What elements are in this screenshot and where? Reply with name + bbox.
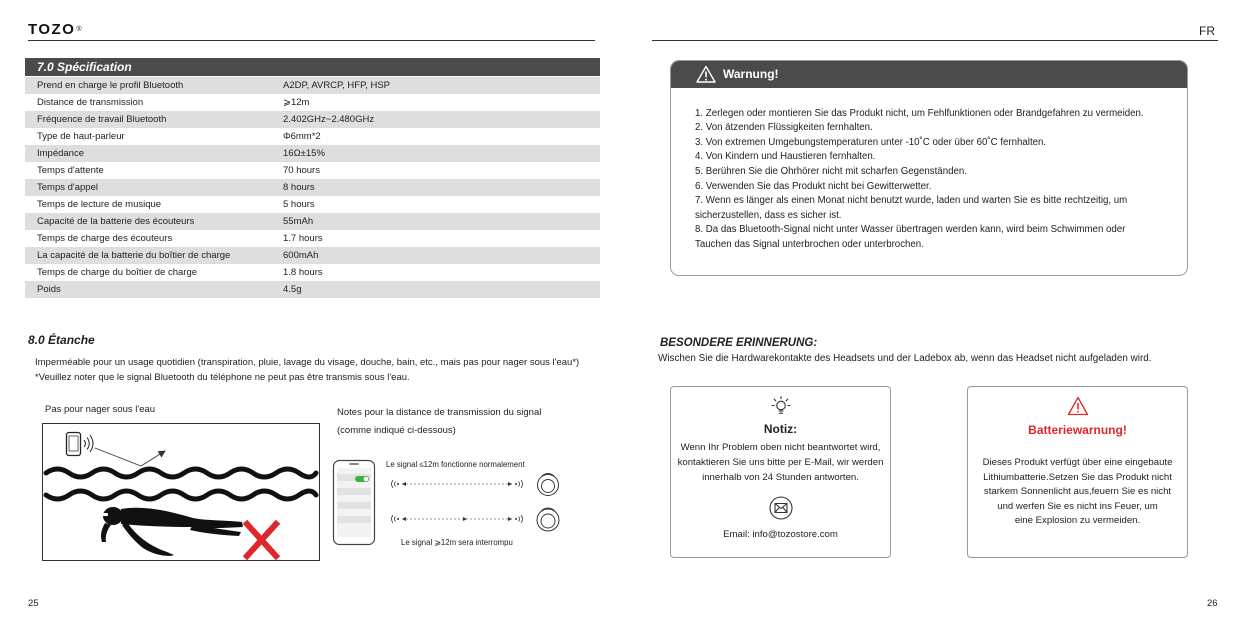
spec-table bbox=[25, 77, 600, 298]
spec-value: Φ6mm*2 bbox=[283, 131, 321, 142]
spec-row bbox=[25, 264, 600, 281]
spec-label: Temps de charge des écouteurs bbox=[37, 233, 173, 244]
spec-section-title-text: 7.0 Spécification bbox=[37, 60, 132, 74]
spec-value: 600mAh bbox=[283, 250, 319, 261]
battery-warning-line: starkem Sonnenlicht aus,feuern Sie es nicht bbox=[983, 486, 1172, 497]
signal-figure-caption-line-1: Notes pour la distance de transmission du signal bbox=[337, 407, 542, 418]
battery-warning-line: eine Explosion zu vermeiden. bbox=[1014, 515, 1141, 526]
earbud-icon bbox=[537, 508, 559, 531]
warning-line: sicherzustellen, dass es sicher ist. bbox=[695, 209, 842, 221]
battery-warning-line: und werfen Sie es nicht ins Feuer, um bbox=[997, 500, 1158, 512]
signal-in-range-label: Le signal ≤12m fonctionne normalement bbox=[386, 460, 525, 469]
spec-label: Capacité de la batterie des écouteurs bbox=[37, 216, 195, 227]
phone-icon bbox=[67, 433, 81, 456]
warning-line: 2. Von ätzenden Flüssigkeiten fernhalten. bbox=[695, 122, 873, 134]
note-line: kontaktieren Sie uns bitte per E-Mail, wir werden bbox=[677, 457, 884, 468]
warning-line: 5. Berühren Sie die Ohrhörer nicht mit scharfen Gegenständen. bbox=[695, 166, 967, 178]
spec-value: 70 hours bbox=[283, 165, 320, 176]
signal-waves-icon bbox=[84, 435, 93, 452]
header-divider-right bbox=[652, 40, 1218, 41]
spec-label: Type de haut-parleur bbox=[37, 131, 125, 142]
spec-label: Distance de transmission bbox=[37, 97, 144, 108]
spec-label: La capacité de la batterie du boîtier de charge bbox=[37, 250, 231, 261]
warning-box bbox=[670, 60, 1188, 276]
support-email: Email: info@tozostore.com bbox=[723, 529, 838, 540]
warning-list bbox=[671, 88, 1187, 253]
spec-value: A2DP, AVRCP, HFP, HSP bbox=[283, 80, 391, 91]
note-line: Wenn Ihr Problem oben nicht beantwortet wird, bbox=[680, 442, 881, 453]
note-title: Notiz: bbox=[763, 422, 798, 436]
waterproof-note: *Veuillez noter que le signal Bluetooth du téléphone ne peut pas être transmis sous l'eau. bbox=[35, 372, 410, 383]
spec-section-title bbox=[25, 58, 600, 76]
signal-out-of-range-label: Le signal ⩾12m sera interrompu bbox=[401, 538, 513, 547]
earbud-icon bbox=[538, 474, 559, 496]
reminder-title: BESONDERE ERINNERUNG: bbox=[660, 337, 818, 349]
swim-figure-caption: Pas pour nager sous l'eau bbox=[45, 404, 156, 415]
waterproof-description: Imperméable pour un usage quotidien (transpiration, pluie, lavage du visage, douche, bain, etc., mais pas pour nager sous l'eau*) bbox=[35, 357, 580, 368]
signal-link-out-of-range bbox=[392, 515, 523, 523]
reminder-text: Wischen Sie die Hardwarekontakte des Headsets und der Ladebox ab, wenn das Headset nicht aufgeladen wird. bbox=[658, 353, 1152, 364]
spec-label: Temps de charge du boîtier de charge bbox=[37, 267, 198, 278]
swimmer-figure bbox=[101, 507, 243, 556]
light-bulb-icon bbox=[770, 395, 792, 417]
signal-range-illustration bbox=[330, 455, 570, 555]
spec-value: 8 hours bbox=[283, 182, 315, 193]
spec-row bbox=[25, 230, 600, 247]
red-x-mark bbox=[247, 524, 276, 556]
spec-row bbox=[25, 77, 600, 94]
swimming-illustration bbox=[43, 424, 319, 560]
warning-line: 8. Da das Bluetooth-Signal nicht unter Wasser übertragen werden kann, wird beim Schwimmen oder bbox=[695, 224, 1126, 236]
spec-value: 2.402GHz~2.480GHz bbox=[283, 114, 375, 125]
warning-line: 3. Von extremen Umgebungstemperaturen unter -10˚C oder über 60˚C fernhalten. bbox=[695, 136, 1047, 148]
spec-row bbox=[25, 162, 600, 179]
brand-logo bbox=[28, 22, 82, 37]
warning-line: 6. Verwenden Sie das Produkt nicht bei Gewitterwetter. bbox=[695, 180, 932, 192]
warning-line: 1. Zerlegen oder montieren Sie das Produkt nicht, um Fehlfunktionen oder Brandgefahren zu vermeiden. bbox=[695, 107, 1144, 119]
warning-header bbox=[671, 61, 1187, 88]
battery-warning-title: Batteriewarnung! bbox=[1028, 423, 1127, 437]
header-divider-left bbox=[28, 40, 595, 41]
phone-icon bbox=[334, 461, 375, 545]
note-line: innerhalb von 24 Stunden antworten. bbox=[702, 472, 859, 483]
spec-value: ⩾12m bbox=[283, 97, 310, 108]
spec-label: Impédance bbox=[37, 148, 85, 159]
spec-label: Temps d'attente bbox=[37, 165, 104, 176]
battery-warning-line: Dieses Produkt verfügt über eine eingebaute bbox=[982, 457, 1173, 468]
page-number-right: 26 bbox=[1207, 598, 1218, 609]
spec-row bbox=[25, 196, 600, 213]
language-label: FR bbox=[1199, 24, 1215, 38]
warning-title: Warnung! bbox=[723, 67, 779, 81]
spec-value: 16Ω±15% bbox=[283, 148, 325, 159]
warning-line: 7. Wenn es länger als einen Monat nicht benutzt wurde, laden und warten Sie es bitte rechtzeitig, um bbox=[695, 195, 1128, 207]
spec-value: 4.5g bbox=[283, 284, 302, 295]
spec-row bbox=[25, 145, 600, 162]
spec-label: Temps d'appel bbox=[37, 182, 98, 193]
warning-line: 4. Von Kindern und Haustieren fernhalten. bbox=[695, 151, 876, 163]
note-card bbox=[670, 386, 891, 558]
spec-label: Prend en charge le profil Bluetooth bbox=[37, 80, 184, 91]
warning-triangle-icon bbox=[1067, 396, 1089, 416]
spec-row bbox=[25, 281, 600, 298]
spec-row bbox=[25, 128, 600, 145]
spec-value: 55mAh bbox=[283, 216, 314, 227]
spec-value: 5 hours bbox=[283, 199, 315, 210]
page-number-left: 25 bbox=[28, 598, 39, 609]
registered-mark: ® bbox=[76, 26, 82, 33]
battery-warning-line: Lithiumbatterie.Setzen Sie das Produkt nicht bbox=[983, 471, 1172, 483]
spec-label: Poids bbox=[37, 284, 61, 295]
spec-row bbox=[25, 213, 600, 230]
logo-text: TOZO bbox=[28, 21, 76, 38]
signal-path-arrow bbox=[95, 448, 165, 466]
spec-label: Temps de lecture de musique bbox=[37, 199, 162, 210]
envelope-icon bbox=[769, 496, 793, 520]
spec-row bbox=[25, 111, 600, 128]
spec-label: Fréquence de travail Bluetooth bbox=[37, 114, 167, 125]
waterproof-section-title: 8.0 Étanche bbox=[28, 333, 95, 347]
warning-line: Tauchen das Signal unterbrochen oder unterbrochen. bbox=[695, 239, 924, 251]
spec-row bbox=[25, 247, 600, 264]
spec-row bbox=[25, 179, 600, 196]
warning-triangle-icon bbox=[696, 65, 716, 84]
spec-value: 1.7 hours bbox=[283, 233, 323, 244]
signal-figure-caption-line-2: (comme indiqué ci-dessous) bbox=[337, 425, 456, 436]
spec-row bbox=[25, 94, 600, 111]
spec-value: 1.8 hours bbox=[283, 267, 323, 278]
signal-link-in-range bbox=[392, 480, 523, 488]
battery-warning-card bbox=[967, 386, 1188, 558]
swim-illustration-box bbox=[42, 423, 320, 561]
water-waves bbox=[46, 469, 316, 499]
